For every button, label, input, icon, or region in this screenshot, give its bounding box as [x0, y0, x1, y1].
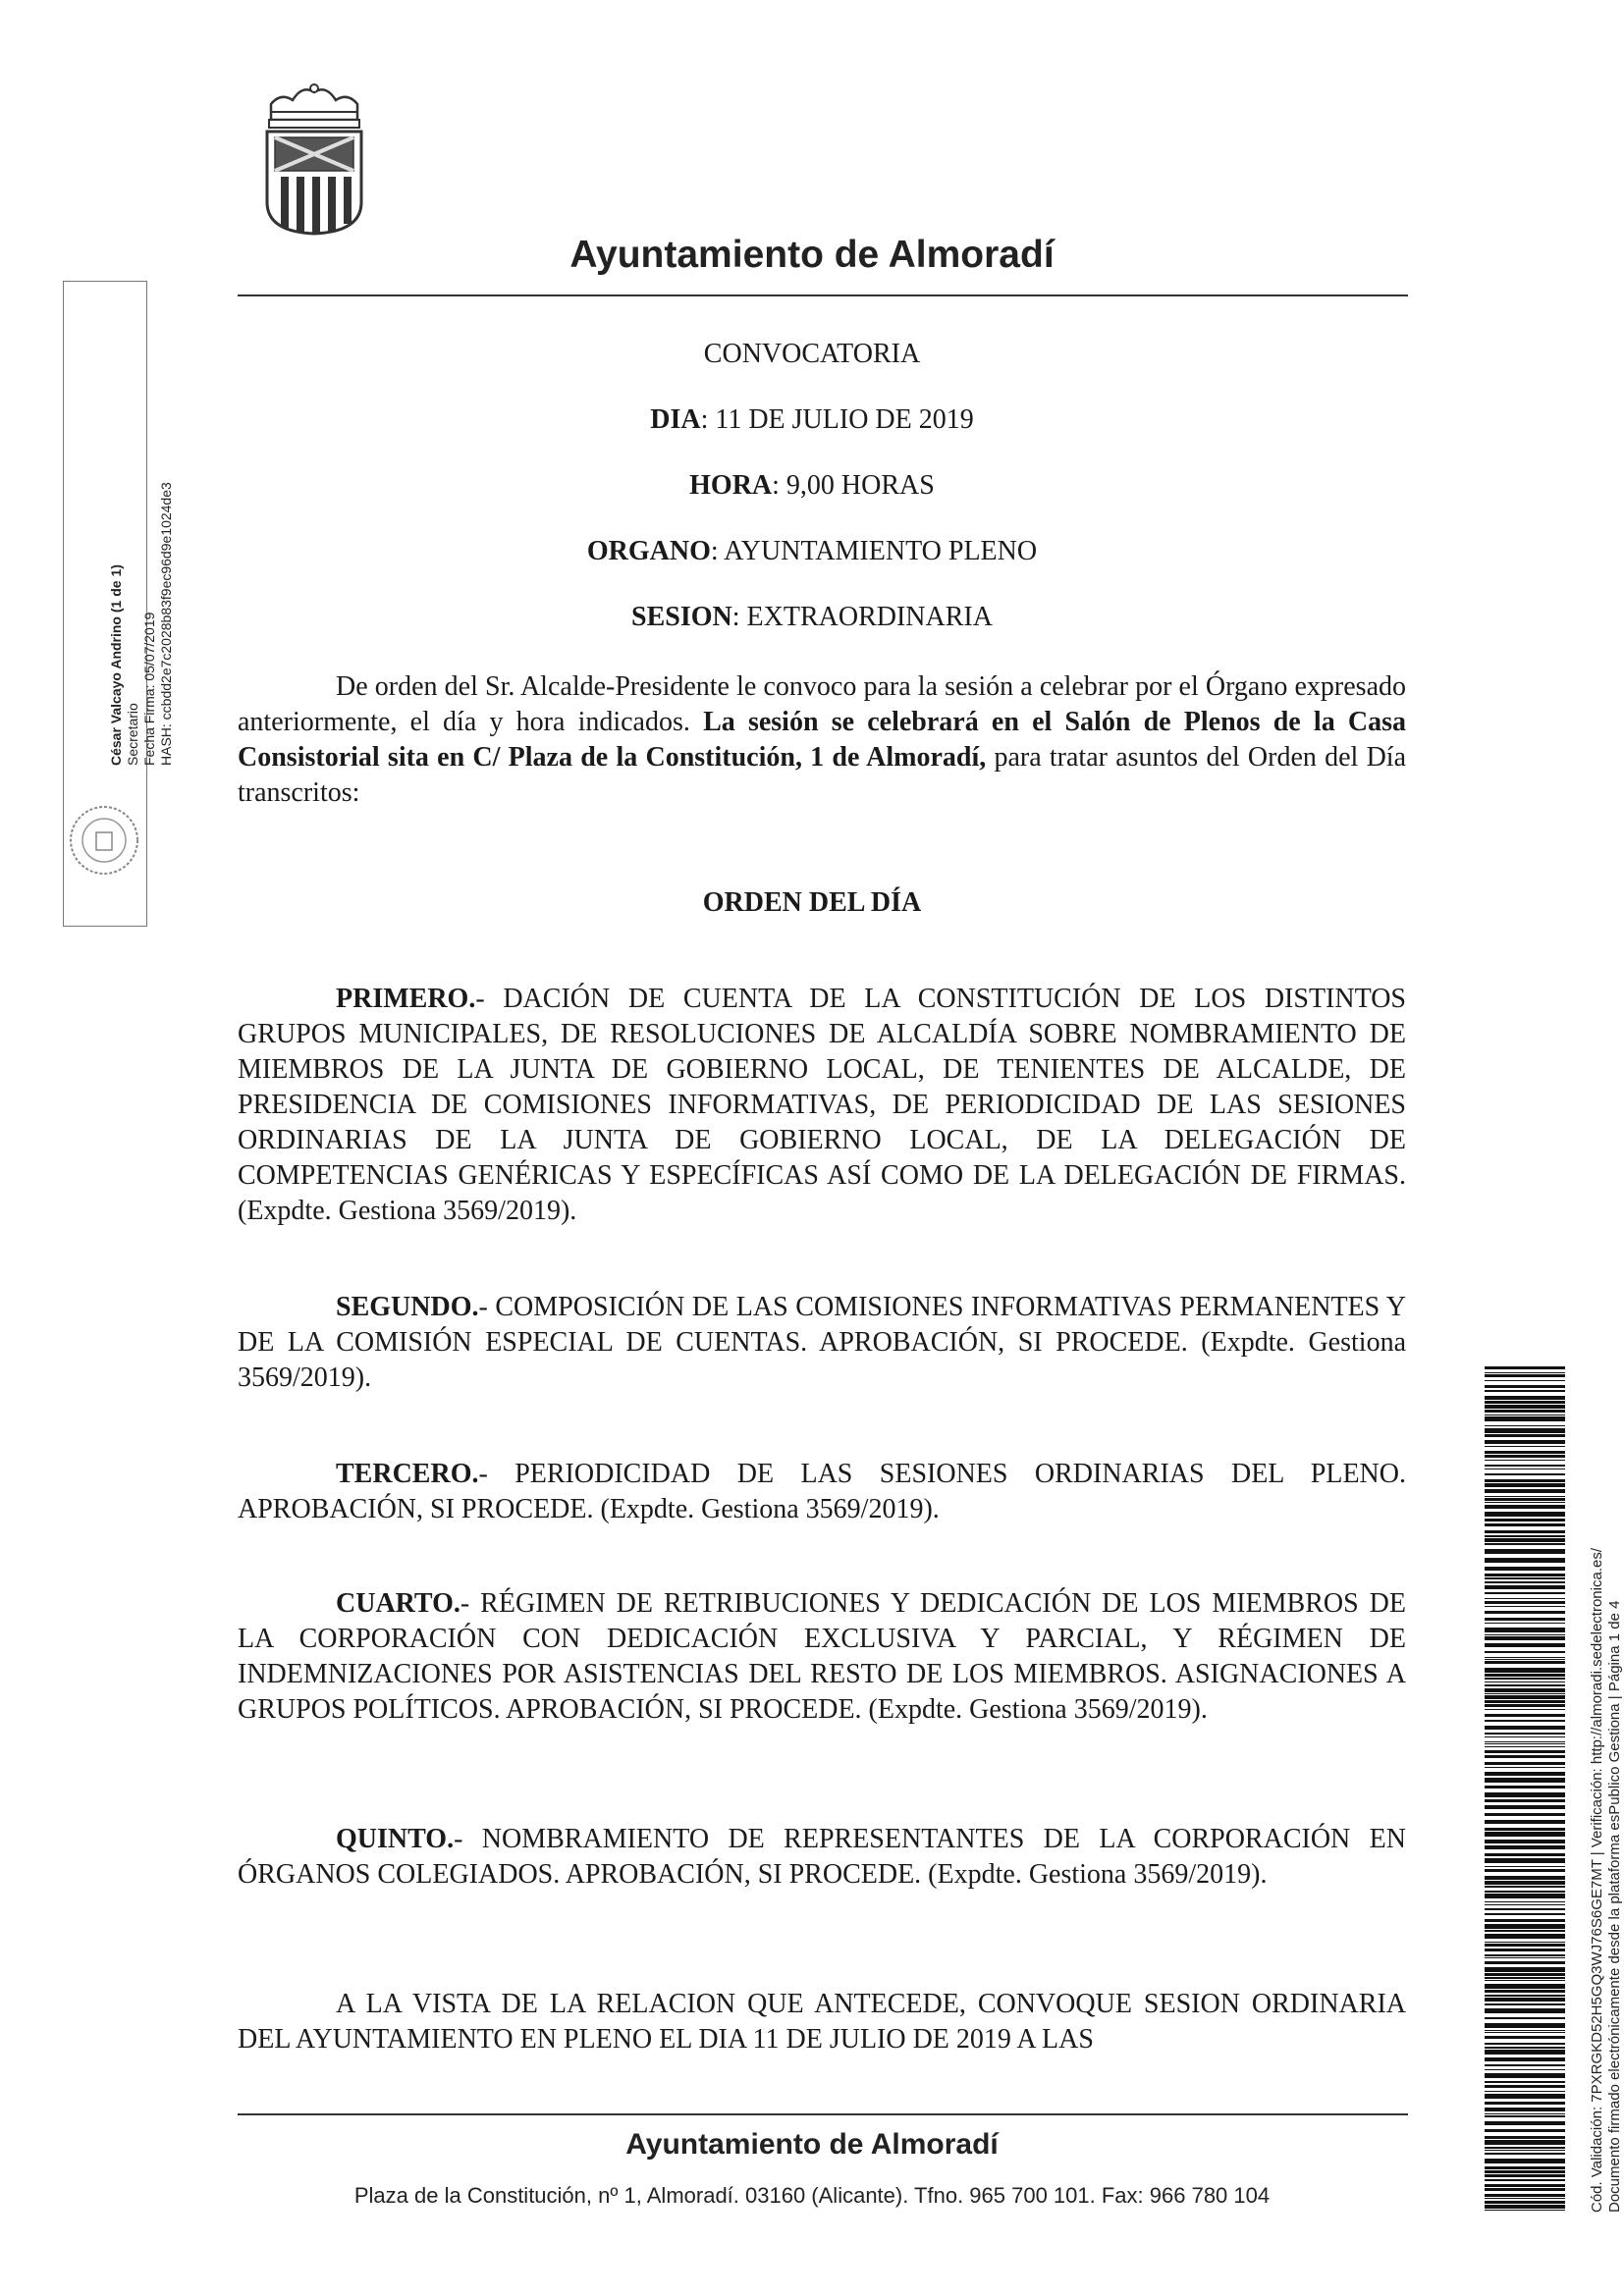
sesion-label: SESION [631, 602, 732, 632]
agenda-item [238, 982, 1406, 1229]
coat-of-arms-logo [263, 82, 365, 238]
intro-text-a: De orden del Sr. Alcalde-Presidente le convoco para la sesión a celebrar por el Órgano expresado anteriormente, el día y hora indicados. [238, 671, 1406, 737]
agenda-item-label: SEGUNDO. [336, 1292, 479, 1322]
verification-text [1589, 1368, 1624, 2213]
agenda-item-text: - RÉGIMEN DE RETRIBUCIONES Y DEDICACIÓN DE LOS MIEMBROS DE LA CORPORACIÓN CON DEDICACIÓN EXCLUSIVA Y PARCIAL, Y RÉGIMEN DE INDEMNIZACIONES POR ASISTENCIAS DEL RESTO DE LOS MIEMBROS. ASIGNACIONES A GRUPOS POLÍTICOS. APROBACIÓN, SI PROCEDE. (Expdte. Gestiona 3569/2019). [238, 1588, 1406, 1725]
hora-value: : 9,00 HORAS [772, 470, 935, 501]
intro-text-b: para tratar asuntos del Orden del Día transcritos: [238, 742, 1406, 808]
organo-line [0, 536, 1624, 567]
intro-text-bold: La sesión se celebrará en el Salón de Plenos de la Casa Consistorial sita en C/ Plaza de la Constitución, 1 de Almoradí, [238, 707, 1406, 773]
footer-title: Ayuntamiento de Almoradí [625, 2128, 999, 2161]
footer-divider [238, 2113, 1408, 2115]
barcode-image [1485, 1366, 1565, 2213]
agenda-item [238, 1586, 1406, 1728]
agenda-item-label: QUINTO. [336, 1824, 455, 1854]
organo-label: ORGANO [586, 536, 711, 566]
header-divider [238, 294, 1408, 296]
agenda-item-text: - COMPOSICIÓN DE LAS COMISIONES INFORMATIVAS PERMANENTES Y DE LA COMISIÓN ESPECIAL DE CUENTAS. APROBACIÓN, SI PROCEDE. (Expdte. Gestiona 3569/2019). [238, 1292, 1406, 1393]
agenda-item-text: - PERIODICIDAD DE LAS SESIONES ORDINARIAS DEL PLENO. APROBACIÓN, SI PROCEDE. (Expdte. Gestiona 3569/2019). [238, 1459, 1406, 1524]
dia-value: : 11 DE JULIO DE 2019 [700, 404, 974, 435]
convocatoria-title: CONVOCATORIA [703, 339, 921, 369]
hora-label: HORA [689, 470, 773, 501]
dia-line [0, 404, 1624, 436]
signature-date: Fecha Firma: 05/07/2019 [141, 612, 157, 766]
signer-role: Secretario [125, 703, 140, 766]
verification-code: Cód. Validación: 7PXRGKD52H5GQ3WJ76S6GE7MT | Verificación: http://almoradi.sedelectronica.es/ [1589, 1548, 1605, 2213]
hora-line [0, 470, 1624, 502]
agenda-item-label: PRIMERO. [336, 984, 476, 1014]
dia-label: DIA [650, 404, 701, 435]
agenda-item [238, 1290, 1406, 1396]
page-title: Ayuntamiento de Almoradí [569, 234, 1055, 276]
orden-del-dia-title: ORDEN DEL DÍA [702, 887, 922, 918]
agenda-item-label: CUARTO. [336, 1588, 460, 1619]
signature-hash: HASH: ccbdd2e7c2028b83f9ec96d9e1024de3 [158, 482, 174, 766]
footer-address: Plaza de la Constitución, nº 1, Almoradí. 03160 (Alicante). Tfno. 965 700 101. Fax: 966 780 104 [353, 2183, 1271, 2208]
sesion-value: : EXTRAORDINARIA [731, 602, 993, 632]
sesion-line [0, 602, 1624, 633]
agenda-item [238, 1457, 1406, 1527]
signature-text [108, 412, 175, 766]
official-seal-icon [67, 803, 141, 878]
closing-paragraph [238, 1987, 1406, 2057]
intro-paragraph [238, 669, 1406, 811]
organo-value: : AYUNTAMIENTO PLENO [710, 536, 1038, 566]
closing-text: A LA VISTA DE LA RELACION QUE ANTECEDE, CONVOQUE SESION ORDINARIA DEL AYUNTAMIENTO EN PLENO EL DIA 11 DE JULIO DE 2019 A LAS [238, 1989, 1406, 2055]
agenda-item-label: TERCERO. [336, 1459, 479, 1489]
agenda-item-text: - NOMBRAMIENTO DE REPRESENTANTES DE LA CORPORACIÓN EN ÓRGANOS COLEGIADOS. APROBACIÓN, SI PROCEDE. (Expdte. Gestiona 3569/2019). [238, 1824, 1406, 1890]
agenda-item-text: - DACIÓN DE CUENTA DE LA CONSTITUCIÓN DE LOS DISTINTOS GRUPOS MUNICIPALES, DE RESOLUCIONES DE ALCALDÍA SOBRE NOMBRAMIENTO DE MIEMBROS DE LA JUNTA DE GOBIERNO LOCAL, DE TENIENTES DE ALCALDE, DE PRESIDENCIA DE COMISIONES INFORMATIVAS, DE PERIODICIDAD DE LAS SESIONES ORDINARIAS DE LA JUNTA DE GOBIERNO LOCAL, DE LA DELEGACIÓN DE COMPETENCIAS GENÉRICAS Y ESPECÍFICAS ASÍ COMO DE LA DELEGACIÓN DE FIRMAS. (Expdte. Gestiona 3569/2019). [238, 984, 1406, 1226]
verification-platform: Documento firmado electrónicamente desde la plataforma esPublico Gestiona | Página 1 de 4 [1606, 1600, 1623, 2213]
signer-name: César Valcayo Andrino (1 de 1) [108, 564, 124, 766]
agenda-item [238, 1822, 1406, 1893]
